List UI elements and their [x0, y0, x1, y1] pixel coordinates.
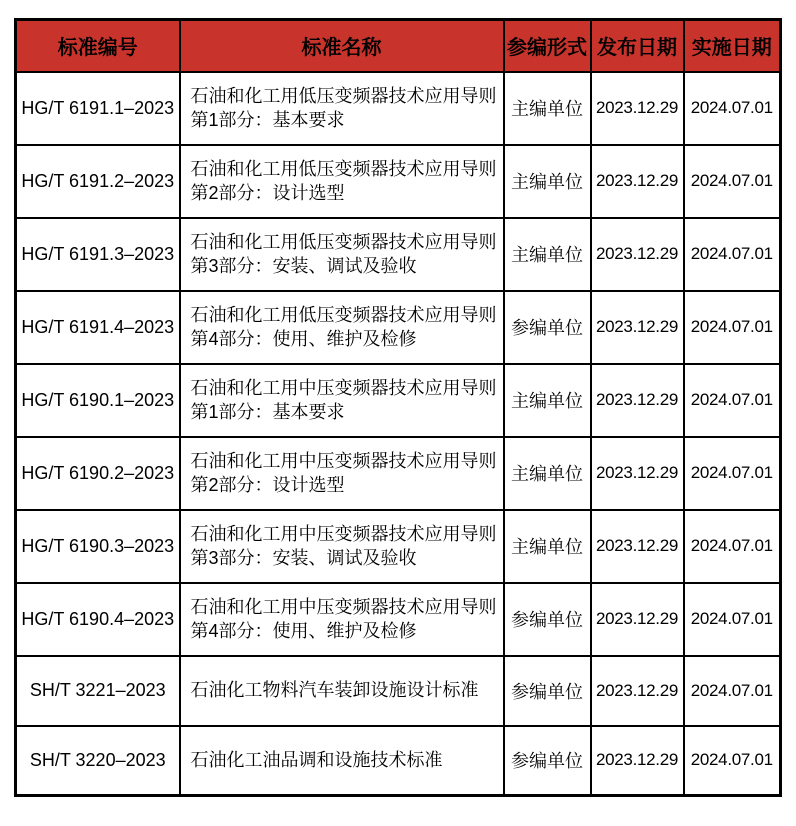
cell-role: 主编单位 — [504, 145, 591, 218]
standard-name-line-1: 石油化工物料汽车装卸设施设计标准 — [190, 680, 479, 701]
standard-name-line-2: 第1部分：基本要求 — [190, 402, 345, 422]
table-row — [16, 291, 781, 364]
standard-name-line-2: 第3部分：安装、调试及验收 — [190, 548, 417, 568]
cell-role: 参编单位 — [504, 291, 591, 364]
table-row — [16, 437, 781, 510]
cell-standard-code: SH/T 3221–2023 — [16, 656, 180, 726]
cell-implement-date: 2024.07.01 — [684, 583, 781, 656]
column-header-implement-date: 实施日期 — [684, 20, 781, 72]
cell-implement-date: 2024.07.01 — [684, 726, 781, 796]
cell-standard-code: HG/T 6190.2–2023 — [16, 437, 180, 510]
cell-role: 主编单位 — [504, 510, 591, 583]
cell-standard-code: HG/T 6191.4–2023 — [16, 291, 180, 364]
cell-standard-name — [180, 726, 504, 796]
cell-standard-code: HG/T 6190.4–2023 — [16, 583, 180, 656]
cell-implement-date: 2024.07.01 — [684, 72, 781, 145]
cell-standard-code: HG/T 6190.3–2023 — [16, 510, 180, 583]
cell-standard-name — [180, 145, 504, 218]
cell-role: 参编单位 — [504, 583, 591, 656]
cell-publish-date: 2023.12.29 — [591, 437, 684, 510]
standard-name-line-2: 第4部分：使用、维护及检修 — [190, 329, 417, 349]
cell-role: 参编单位 — [504, 656, 591, 726]
standard-name-line-1: 石油化工油品调和设施技术标准 — [190, 750, 443, 771]
table-row — [16, 510, 781, 583]
cell-implement-date: 2024.07.01 — [684, 145, 781, 218]
standard-name-line-1: 石油和化工用低压变频器技术应用导则 — [190, 231, 497, 252]
cell-role: 主编单位 — [504, 364, 591, 437]
cell-publish-date: 2023.12.29 — [591, 656, 684, 726]
standard-name-line-2: 第2部分：设计选型 — [190, 475, 345, 495]
table-row — [16, 364, 781, 437]
standard-name-line-1: 石油和化工用中压变频器技术应用导则 — [190, 596, 497, 617]
cell-implement-date: 2024.07.01 — [684, 437, 781, 510]
table-row — [16, 145, 781, 218]
cell-publish-date: 2023.12.29 — [591, 364, 684, 437]
standard-name-line-1: 石油和化工用低压变频器技术应用导则 — [190, 85, 497, 106]
table-row — [16, 72, 781, 145]
cell-publish-date: 2023.12.29 — [591, 510, 684, 583]
column-header-code: 标准编号 — [16, 20, 180, 72]
header-row — [16, 20, 781, 72]
cell-role: 主编单位 — [504, 218, 591, 291]
cell-publish-date: 2023.12.29 — [591, 583, 684, 656]
standard-name-line-1: 石油和化工用中压变频器技术应用导则 — [190, 450, 497, 471]
cell-publish-date: 2023.12.29 — [591, 291, 684, 364]
cell-standard-code: SH/T 3220–2023 — [16, 726, 180, 796]
cell-implement-date: 2024.07.01 — [684, 656, 781, 726]
cell-standard-name — [180, 291, 504, 364]
cell-implement-date: 2024.07.01 — [684, 510, 781, 583]
standard-name-line-1: 石油和化工用低压变频器技术应用导则 — [190, 158, 497, 179]
cell-implement-date: 2024.07.01 — [684, 364, 781, 437]
column-header-name: 标准名称 — [180, 20, 504, 72]
standard-name-line-2: 第1部分：基本要求 — [190, 110, 345, 130]
cell-standard-name — [180, 72, 504, 145]
cell-publish-date: 2023.12.29 — [591, 145, 684, 218]
cell-standard-name — [180, 218, 504, 291]
cell-standard-name — [180, 656, 504, 726]
table-row — [16, 583, 781, 656]
cell-implement-date: 2024.07.01 — [684, 291, 781, 364]
table-header — [16, 20, 781, 72]
column-header-role: 参编形式 — [504, 20, 591, 72]
standard-name-line-1: 石油和化工用低压变频器技术应用导则 — [190, 304, 497, 325]
cell-standard-code: HG/T 6191.2–2023 — [16, 145, 180, 218]
standard-name-line-2: 第4部分：使用、维护及检修 — [190, 621, 417, 641]
cell-role: 参编单位 — [504, 726, 591, 796]
cell-publish-date: 2023.12.29 — [591, 72, 684, 145]
standard-name-line-1: 石油和化工用中压变频器技术应用导则 — [190, 523, 497, 544]
standards-table — [14, 18, 782, 797]
cell-standard-name — [180, 364, 504, 437]
cell-standard-code: HG/T 6190.1–2023 — [16, 364, 180, 437]
table-row — [16, 656, 781, 726]
standard-name-line-2: 第2部分：设计选型 — [190, 183, 345, 203]
cell-standard-name — [180, 510, 504, 583]
cell-publish-date: 2023.12.29 — [591, 726, 684, 796]
standards-table-body — [16, 72, 781, 796]
table-row — [16, 726, 781, 796]
column-header-publish-date: 发布日期 — [591, 20, 684, 72]
table-row — [16, 218, 781, 291]
cell-standard-code: HG/T 6191.1–2023 — [16, 72, 180, 145]
standard-name-line-1: 石油和化工用中压变频器技术应用导则 — [190, 377, 497, 398]
standard-name-line-2: 第3部分：安装、调试及验收 — [190, 256, 417, 276]
cell-role: 主编单位 — [504, 72, 591, 145]
cell-implement-date: 2024.07.01 — [684, 218, 781, 291]
cell-standard-name — [180, 583, 504, 656]
cell-role: 主编单位 — [504, 437, 591, 510]
cell-standard-code: HG/T 6191.3–2023 — [16, 218, 180, 291]
cell-standard-name — [180, 437, 504, 510]
cell-publish-date: 2023.12.29 — [591, 218, 684, 291]
